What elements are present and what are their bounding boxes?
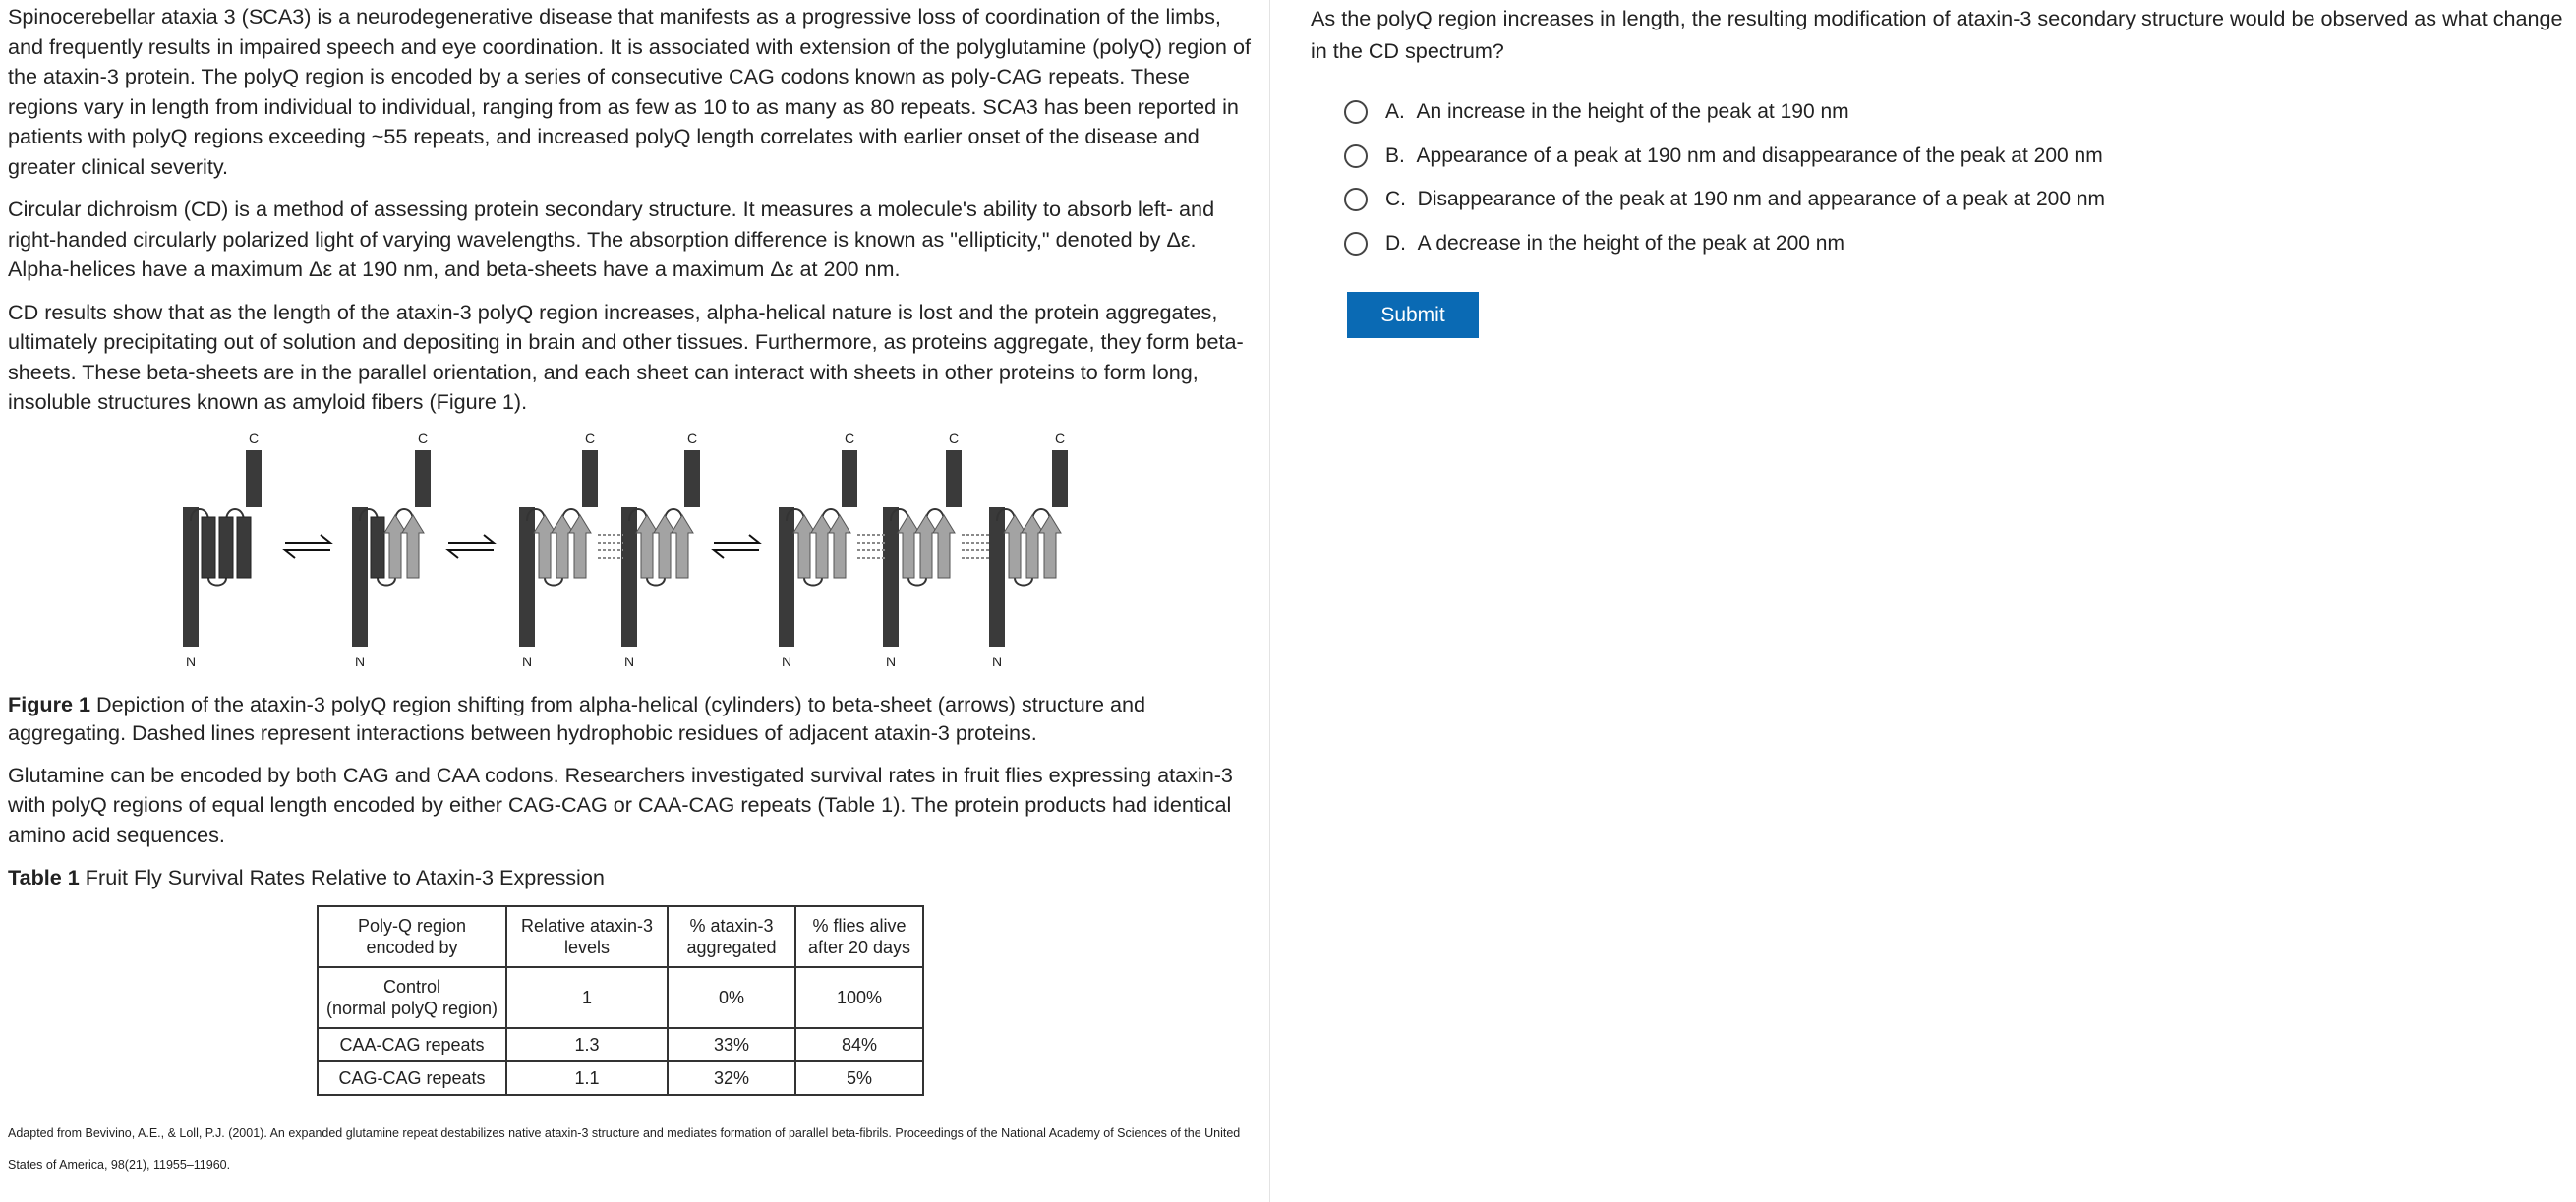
helix-cylinder [842,450,857,507]
passage-paragraph-1: Spinocerebellar ataxia 3 (SCA3) is a neurodegenerative disease that manifests as a progressive loss of coordination of the limbs, and frequently results in impaired speech and eye coordination. It is associated with extension of the polyglutamine (polyQ) region of the ataxin-3 protein. The polyQ region is encoded by a series of consecutive CAG codons known as poly-CAG repeats. These regions vary in length from individual to individual, ranging from as few as 10 to as many as 80 repeats. SCA3 has been reported in patients with polyQ regions exceeding ~55 repeats, and increased polyQ length correlates with earlier onset of the disease and greater clinical severity. [8,4,1251,179]
n-terminus-label: N [781,653,792,669]
option-text: Disappearance of the peak at 190 nm and appearance of a peak at 200 nm [1417,188,2105,211]
question-pane [1311,0,2569,1202]
c-terminus-label: C [686,429,698,446]
helix-cylinder [202,517,215,578]
loop-connector [804,578,822,586]
equilibrium-arrow-reverse [714,550,759,558]
table-row [318,1061,923,1095]
table-row [318,1028,923,1061]
beta-strand-arrow [933,515,955,578]
passage-paragraph-4: Glutamine can be encoded by both CAG and CAA codons. Researchers investigated survival rates in fruit flies expressing ataxin-3 with polyQ regions of equal length encoded by either CAG-CAG or CAA-CAG repeats (Table 1). The protein products had identical amino acid sequences. [8,762,1233,847]
helix-cylinder [352,590,368,647]
table-caption-label: Table 1 [8,865,80,889]
table-cell: 1.1 [506,1061,668,1095]
table-row [318,967,923,1028]
n-terminus-label: N [885,653,897,669]
helix-cylinder [237,517,251,578]
figure-1-diagram [8,430,1070,676]
beta-strand-arrow [552,515,573,578]
c-terminus-label: C [417,429,429,446]
beta-strand-arrow [672,515,693,578]
radio-button[interactable] [1344,188,1368,211]
option-letter: C. [1385,188,1406,211]
helix-cylinder [371,517,384,578]
table-header-cell: % flies alive after 20 days [795,906,923,967]
radio-button[interactable] [1344,144,1368,168]
beta-strand-arrow [654,515,675,578]
c-terminus-label: C [948,429,960,446]
helix-cylinder [519,590,535,647]
option-letter: B. [1385,143,1405,167]
helix-cylinder [946,450,962,507]
table-1 [317,905,1269,1096]
beta-strand-arrow [1039,515,1061,578]
passage-pane[interactable] [0,0,1270,1202]
radio-button[interactable] [1344,100,1368,124]
option-text: An increase in the height of the peak at 190 nm [1416,100,1849,124]
beta-strand-arrow [829,515,850,578]
question-stem: As the polyQ region increases in length, the resulting modification of ataxin-3 secondary structure would be observed as what change in the CD spectrum? [1311,6,2563,63]
option-text: A decrease in the height of the peak at 200 nm [1417,231,1844,255]
n-terminus-label: N [521,653,533,669]
option-text: Appearance of a peak at 190 nm and disappearance of the peak at 200 nm [1416,143,2103,167]
helix-cylinder [246,450,262,507]
helix-cylinder [219,517,233,578]
table-cell: 33% [668,1028,795,1061]
table-cell: 0% [668,967,795,1028]
table-cell: 1 [506,967,668,1028]
c-terminus-label: C [584,429,596,446]
table-cell: CAA-CAG repeats [318,1028,506,1061]
loop-connector [1015,578,1032,586]
c-terminus-label: C [844,429,855,446]
helix-cylinder [989,590,1005,647]
n-terminus-label: N [354,653,366,669]
table-cell: 84% [795,1028,923,1061]
answer-option-a[interactable] [1344,90,2569,135]
radio-button[interactable] [1344,232,1368,256]
n-terminus-label: N [623,653,635,669]
helix-cylinder [779,590,794,647]
n-terminus-label: N [991,653,1003,669]
helix-cylinder [415,450,431,507]
beta-strand-arrow [636,515,658,578]
table-header-cell: % ataxin-3 aggregated [668,906,795,967]
beta-strand-arrow [1004,515,1025,578]
c-terminus-label: C [248,429,260,446]
table-header-row [318,906,923,967]
helix-cylinder [1052,450,1068,507]
submit-button[interactable]: Submit [1347,292,1479,338]
helix-cylinder [684,450,700,507]
table-cell: 100% [795,967,923,1028]
beta-strand-arrow [402,515,424,578]
figure-caption-text: Depiction of the ataxin-3 polyQ region shifting from alpha-helical (cylinders) to beta-sheet (arrows) structure and aggregating. Dashed lines represent interactions between hydrophobic residues of adjacent ataxin-3 proteins. [8,691,1145,745]
beta-strand-arrow [898,515,919,578]
c-terminus-label: C [1054,429,1066,446]
n-terminus-label: N [185,653,197,669]
table-cell: 32% [668,1061,795,1095]
table-cell: Control (normal polyQ region) [318,967,506,1028]
helix-cylinder [582,450,598,507]
beta-strand-arrow [793,515,815,578]
figure-caption [8,690,1257,747]
source-citation: Adapted from Bevivino, A.E., & Loll, P.J. (2001). An expanded glutamine repeat destabilizes native ataxin-3 structure and mediates formation of parallel beta-fibrils. Proceedings of the National Academy of Sciences of the United States of America, 98(21), 11955–11960. [8,1126,1241,1172]
helix-cylinder [621,590,637,647]
equilibrium-arrow-forward [714,535,759,543]
beta-strand-arrow [1022,515,1043,578]
beta-strand-arrow [569,515,591,578]
loop-connector [378,578,395,586]
table-caption-text: Fruit Fly Survival Rates Relative to Ataxin-3 Expression [79,865,605,889]
answer-option-d[interactable] [1344,222,2569,266]
table-cell: CAG-CAG repeats [318,1061,506,1095]
table-caption [8,863,1257,891]
answer-option-b[interactable] [1344,135,2569,179]
loop-connector [208,578,226,586]
equilibrium-arrow-reverse [285,550,330,558]
equilibrium-arrow-forward [448,535,494,543]
table-cell: 5% [795,1061,923,1095]
answer-option-c[interactable] [1344,178,2569,222]
loop-connector [908,578,926,586]
helix-cylinder [883,590,899,647]
loop-connector [545,578,562,586]
beta-strand-arrow [811,515,833,578]
equilibrium-arrow-forward [285,535,330,543]
helix-cylinder [183,590,199,647]
figure-caption-label: Figure 1 [8,691,90,716]
beta-strand-arrow [534,515,556,578]
beta-strand-arrow [915,515,937,578]
beta-strand-arrow [384,515,406,578]
passage-paragraph-2: Circular dichroism (CD) is a method of assessing protein secondary structure. It measures a molecule's ability to absorb left- and right-handed circularly polarized light of varying wavelengths. The absorption difference is known as "ellipticity," denoted by Δε. Alpha-helices have a maximum Δε at 190 nm, and beta-sheets have a maximum Δε at 200 nm. [8,197,1215,281]
option-letter: A. [1385,100,1405,124]
equilibrium-arrow-reverse [448,550,494,558]
loop-connector [647,578,665,586]
table-header-cell: Poly-Q region encoded by [318,906,506,967]
passage-paragraph-3: CD results show that as the length of the ataxin-3 polyQ region increases, alpha-helical nature is lost and the protein aggregates, ultimately precipitating out of solution and depositing in brain and other tissues. Furthermore, as proteins aggregate, they form beta-sheets. These beta-sheets are in the parallel orientation, and each sheet can interact with sheets in other proteins to form long, insoluble structures known as amyloid fibers (Figure 1). [8,299,1244,414]
table-header-cell: Relative ataxin-3 levels [506,906,668,967]
table-cell: 1.3 [506,1028,668,1061]
option-letter: D. [1385,231,1406,255]
